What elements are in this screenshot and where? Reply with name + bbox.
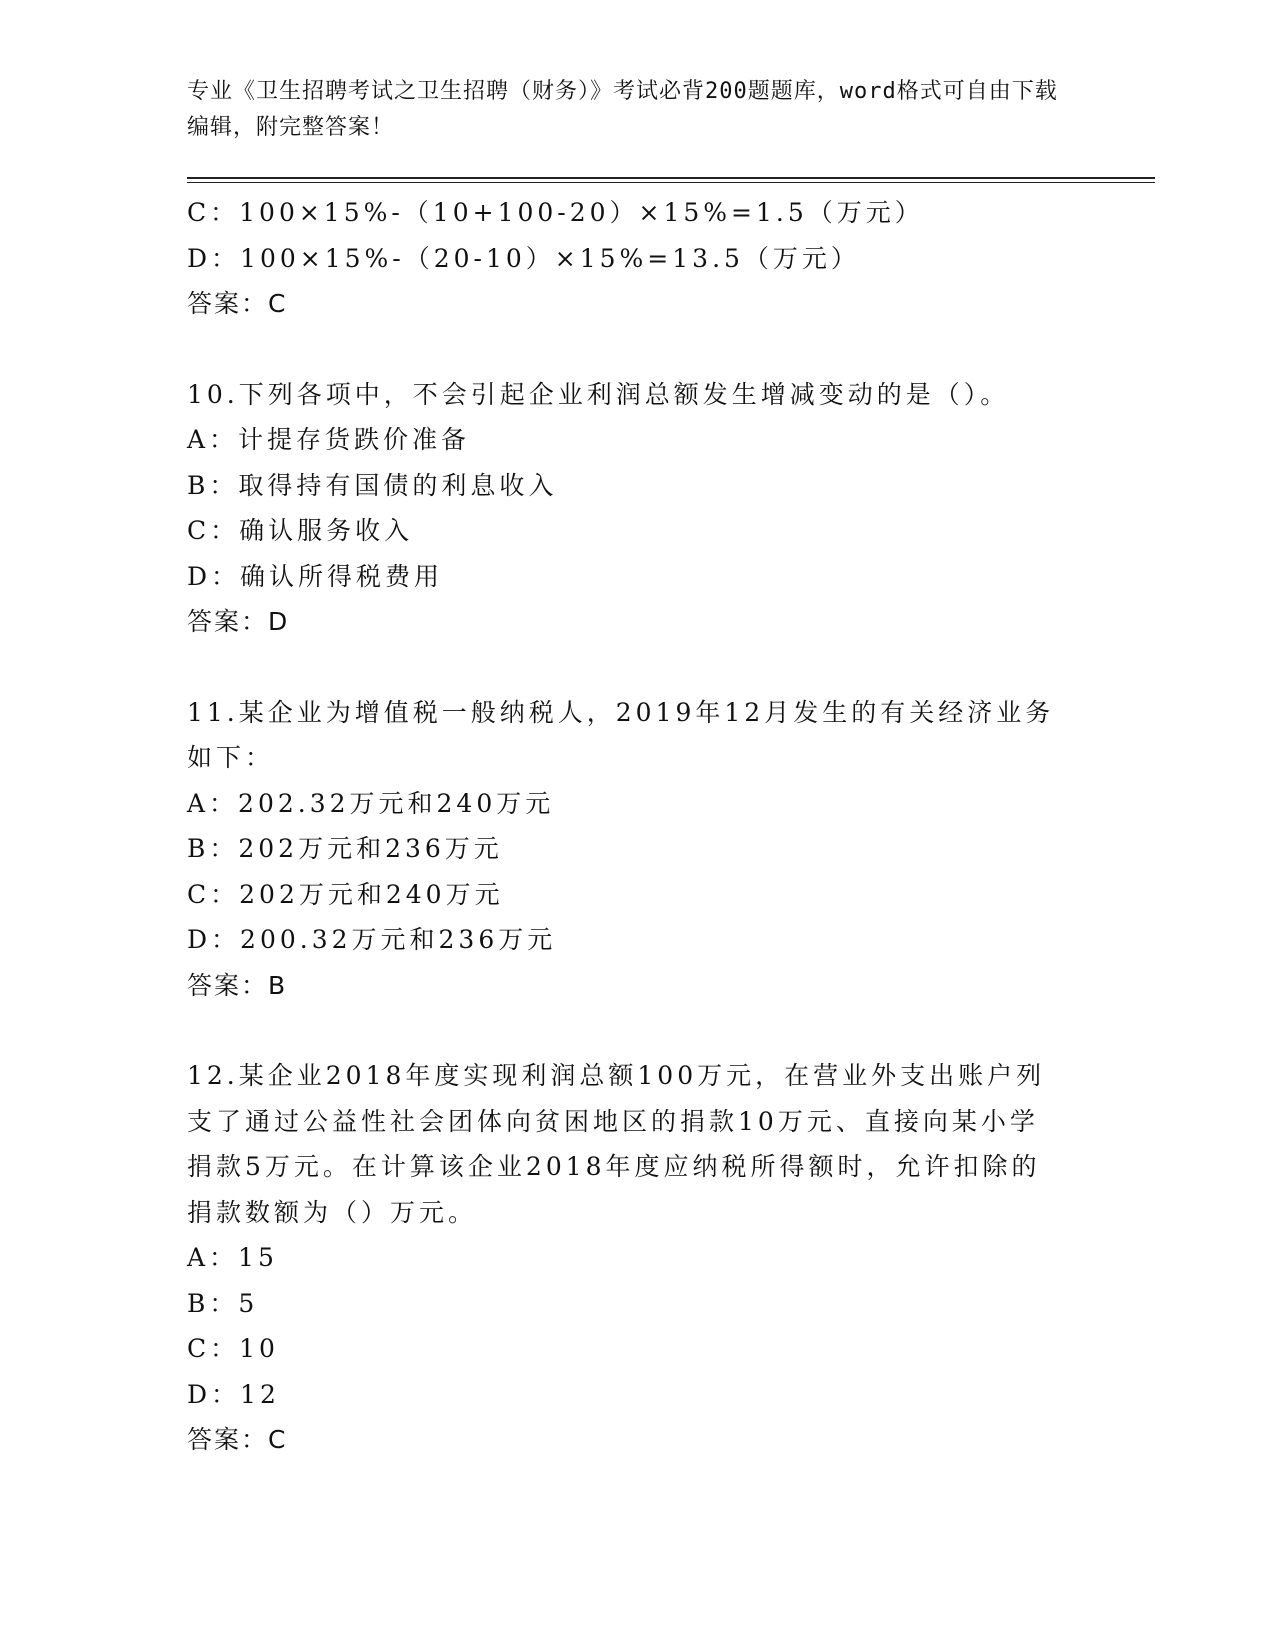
option-a: A：202.32万元和240万元 bbox=[187, 788, 555, 818]
document-header: 专业《卫生招聘考试之卫生招聘（财务）》考试必背200题题库，word格式可自由下载编辑，附完整答案！ bbox=[187, 79, 1058, 140]
answer: 答案：C bbox=[187, 1425, 288, 1454]
option-b: B：202万元和236万元 bbox=[187, 834, 503, 863]
header-rule-thin bbox=[187, 182, 1155, 183]
question-12 bbox=[187, 1053, 1087, 1463]
option-d: D：200.32万元和236万元 bbox=[187, 925, 557, 954]
option-d: D：100×15%-（20-10）×15%=13.5（万元） bbox=[187, 243, 860, 273]
question-11 bbox=[187, 690, 1087, 1009]
option-a: A：15 bbox=[187, 1243, 278, 1272]
option-c: C：100×15%-（10+100-20）×15%=1.5（万元） bbox=[187, 198, 924, 227]
option-c: C：202万元和240万元 bbox=[187, 879, 504, 909]
answer: 答案：D bbox=[187, 607, 290, 636]
question-text: 10.下列各项中，不会引起企业利润总额发生增减变动的是（）。 bbox=[187, 379, 1010, 409]
option-c: C：10 bbox=[187, 1334, 279, 1363]
spacer bbox=[187, 645, 1087, 690]
option-a: A：计提存货跌价准备 bbox=[187, 425, 471, 454]
question-9-tail bbox=[187, 190, 1087, 327]
spacer bbox=[187, 1008, 1087, 1053]
option-c: C：确认服务收入 bbox=[187, 516, 414, 545]
option-b: B：5 bbox=[187, 1288, 259, 1318]
question-list bbox=[187, 190, 1087, 1463]
option-b: B：取得持有国债的利息收入 bbox=[187, 470, 558, 500]
option-d: D：12 bbox=[187, 1379, 280, 1409]
header-rule-thick bbox=[187, 177, 1155, 179]
answer: 答案：C bbox=[187, 289, 288, 318]
option-d: D：确认所得税费用 bbox=[187, 561, 444, 591]
spacer bbox=[187, 327, 1087, 372]
question-10 bbox=[187, 372, 1087, 645]
answer: 答案：B bbox=[187, 970, 288, 1000]
question-text: 11.某企业为增值税一般纳税人，2019年12月发生的有关经济业务如下： bbox=[187, 697, 1055, 772]
question-text: 12.某企业2018年度实现利润总额100万元，在营业外支出账户列支了通过公益性社会团体向贫困地区的捐款10万元、直接向某小学捐款5万元。在计算该企业2018年度应纳税所得额时，允许扣除的捐款数额为（）万元。 bbox=[187, 1061, 1046, 1227]
